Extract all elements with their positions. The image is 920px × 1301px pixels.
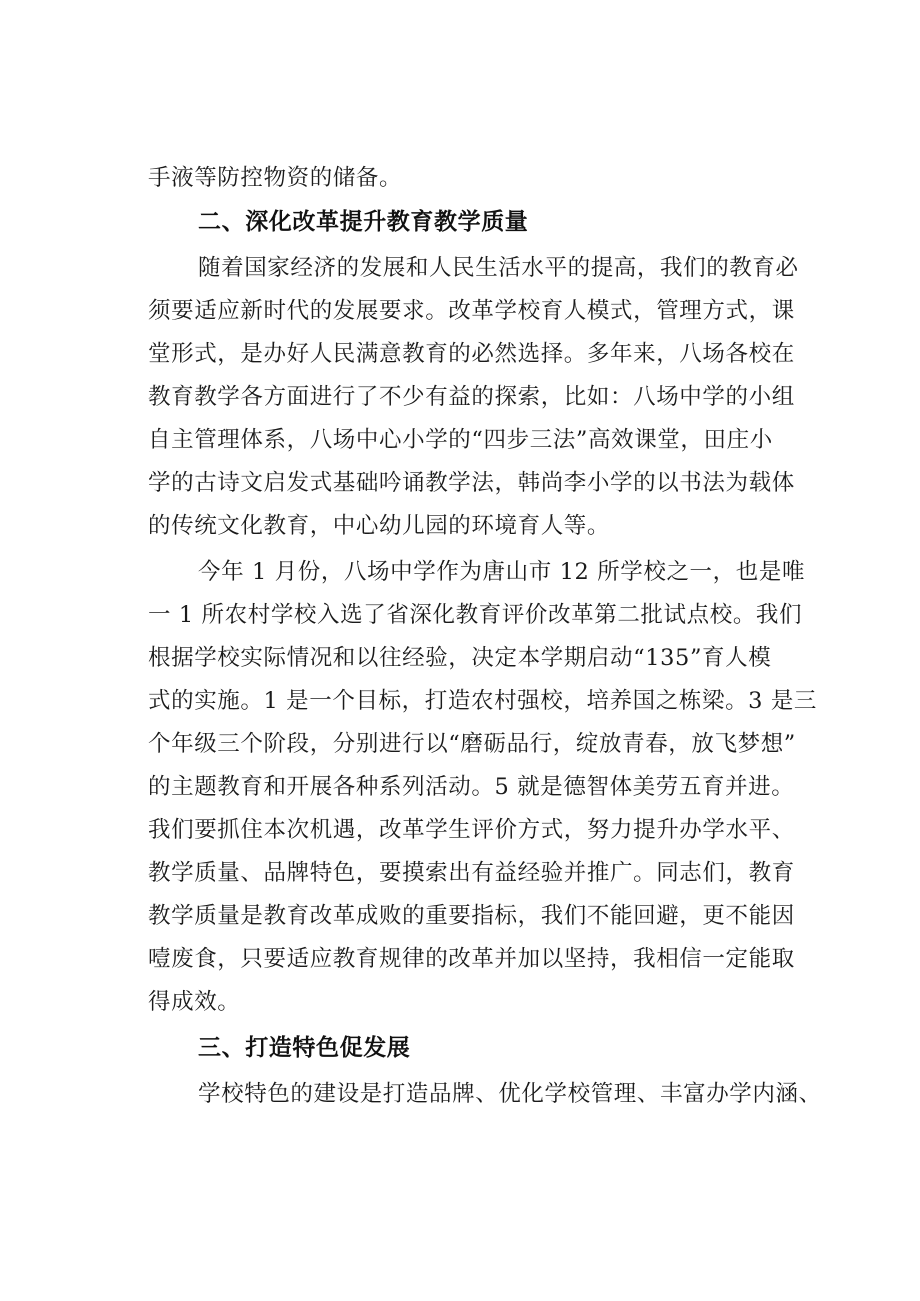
paragraph-line: 我们要抓住本次机遇，改革学生评价方式，努力提升办学水平、	[148, 817, 795, 843]
paragraph-line: 个年级三个阶段，分别进行以“磨砺品行，绽放青春，放飞梦想”	[148, 731, 796, 757]
paragraph-line: 的主题教育和开展各种系列活动。5 就是德智体美劳五育并进。	[148, 774, 795, 800]
paragraph-line: 教学质量、品牌特色，要摸索出有益经验并推广。同志们，教育	[148, 860, 795, 886]
paragraph-line: 手液等防控物资的储备。	[148, 165, 403, 191]
paragraph-line: 噎废食，只要适应教育规律的改革并加以坚持，我相信一定能取	[148, 946, 795, 972]
paragraph-line: 教学质量是教育改革成败的重要指标，我们不能回避，更不能因	[148, 903, 795, 929]
paragraph-line: 堂形式，是办好人民满意教育的必然选择。多年来，八场各校在	[148, 341, 795, 367]
paragraph-line: 随着国家经济的发展和人民生活水平的提高，我们的教育必	[198, 255, 799, 281]
paragraph-line: 今年 1 月份，八场中学作为唐山市 12 所学校之一，也是唯	[198, 559, 806, 585]
paragraph-line: 式的实施。1 是一个目标，打造农村强校，培养国之栋梁。3 是三	[148, 688, 818, 714]
paragraph-line: 学校特色的建设是打造品牌、优化学校管理、丰富办学内涵、	[198, 1081, 822, 1107]
paragraph-line: 教育教学各方面进行了不少有益的探索，比如：八场中学的小组	[148, 384, 795, 410]
paragraph-line: 根据学校实际情况和以往经验，决定本学期启动“135”育人模	[148, 645, 772, 671]
paragraph-line: 一 1 所农村学校入选了省深化教育评价改革第二批试点校。我们	[148, 602, 803, 628]
paragraph-line: 自主管理体系，八场中心小学的“四步三法”高效课堂，田庄小	[148, 427, 773, 453]
paragraph-line: 须要适应新时代的发展要求。改革学校育人模式，管理方式，课	[148, 298, 795, 324]
paragraph-line: 的传统文化教育，中心幼儿园的环境育人等。	[148, 513, 611, 539]
section-heading-3: 三、打造特色促发展	[198, 1035, 411, 1061]
section-heading-2: 二、深化改革提升教育教学质量	[198, 209, 529, 235]
paragraph-line: 学的古诗文启发式基础吟诵教学法，韩尚李小学的以书法为载体	[148, 470, 795, 496]
paragraph-line: 得成效。	[148, 989, 241, 1015]
